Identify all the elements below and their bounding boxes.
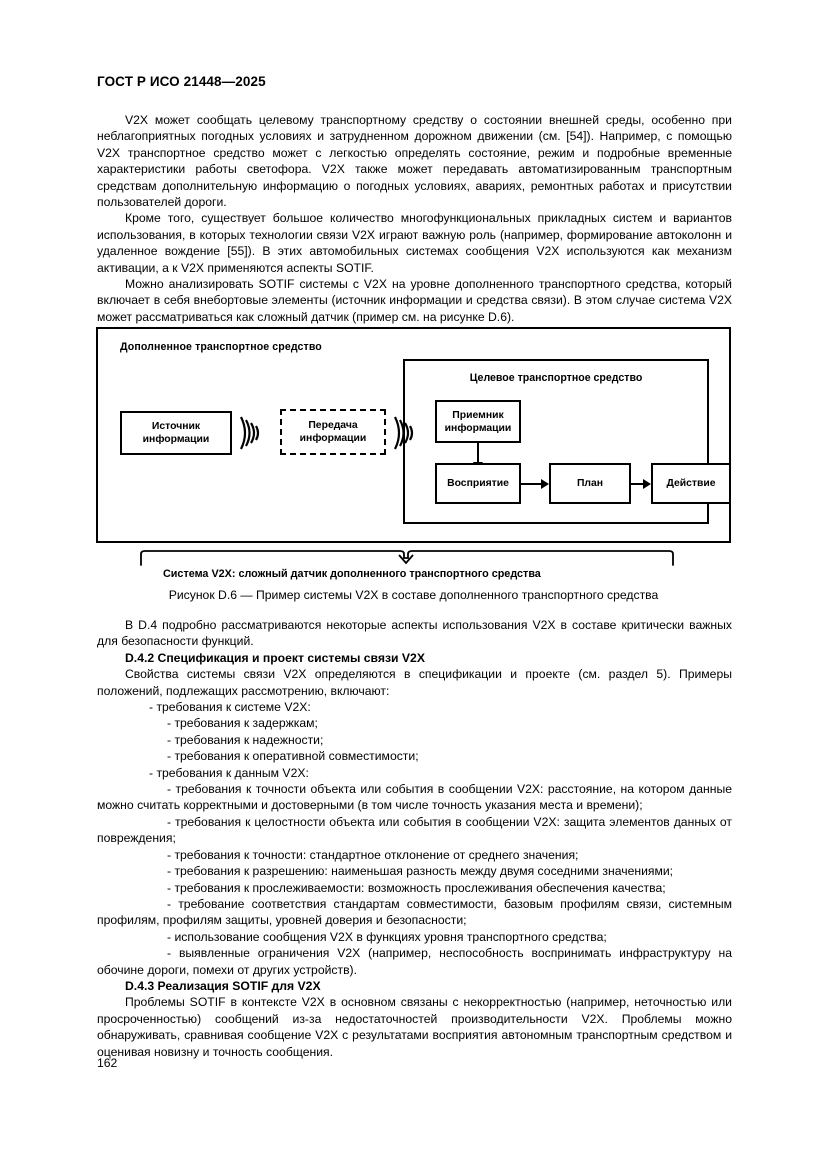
list-item: - требования к разрешению: наименьшая разность между двумя соседними значениями; [167,864,674,879]
paragraph-intro-d4: В D.4 подробно рассматриваются некоторые аспекты использования V2X в составе критически важных для безопасности функций. [97,618,732,649]
node-perception: Восприятие [435,463,521,504]
list-item: - требование соответствия стандартам совместимости, базовым профилям связи, системным профилям, профилям защиты, уровней доверия и безопасности; [97,896,732,928]
list-item: - требования к прослеживаемости: возможность прослеживания обеспечения качества; [167,880,666,895]
node-information-receiver: Приемник информации [435,400,521,443]
paragraph: Можно анализировать SOTIF системы с V2X на уровне дополненного транспортного средства, который включает в себя внебортовые элементы (источник информации и средства связи). В этом случае система V2X может рассматриваться как сложный датчик (пример см. на рисунке D.6). [97,277,732,324]
scope-brace [96,549,731,567]
node-information-source: Источник информации [120,411,232,455]
list-item: - требования к надежности; [167,732,324,747]
list-item: - выявленные ограничения V2X (например, неспособность воспринимать инфраструктуру на обочине дороги, помехи от других устройств). [97,946,732,977]
list-item: - требования к целостности объекта или события в сообщении V2X: защита элементов данных от повреждения; [97,814,732,846]
list-item: - требования к задержкам; [167,716,318,731]
target-vehicle-boundary [403,359,716,524]
brace-caption: Система V2X: сложный датчик дополненного транспортного средства [163,568,541,580]
paragraph: V2X может сообщать целевому транспортному средству о состоянии внешней среды, особенно при неблагоприятных погодных условиях и затрудненном дорожном движении (см. [54]). Например, с помощью V2X транспортное средство может с легкостью определять состояние, режим и подробные временные характеристики работы светофора. V2X также может передавать автоматизированным транспортным средствам дополнительную информацию о погодных условиях, авариях, ремонтных работах и присутствии пользователей дороги. [97,113,732,210]
radio-wave-icon [239,413,261,453]
paragraph-d42-intro: Свойства системы связи V2X определяются в спецификации и проекте (см. раздел 5). Примеры положений, подлежащих рассмотрению, включают: [97,667,732,698]
body-text-top [97,112,732,325]
heading-d42: D.4.2 Спецификация и проект системы связи V2X [125,650,425,665]
page-number: 162 [97,1056,118,1070]
standard-header: ГОСТ Р ИСО 21448—2025 [97,74,266,89]
node-information-transmission: Передача информации [280,409,386,455]
arrow-perception-to-plan [521,483,542,485]
list-item: - использование сообщения V2X в функциях уровня транспортного средства; [167,929,607,944]
list-item: - требования к точности: стандартное отклонение от среднего значения; [167,847,579,862]
list-item: - требования к данным V2X: [149,765,309,780]
body-text-bottom [97,617,732,1060]
paragraph: Кроме того, существует большое количество многофункциональных прикладных систем и вариантов использования, в которых технологии связи V2X играют важную роль (например, формирование автоколонн и удаленное вождение [55]). В этих автомобильных системах сообщения V2X используются как механизм активации, а к V2X применяются аспекты SOTIF. [97,211,732,275]
augmented-vehicle-boundary [96,327,731,543]
figure-caption: Рисунок D.6 — Пример системы V2X в составе дополненного транспортного средства [168,588,659,602]
list-item: - требования к оперативной совместимости; [167,749,419,764]
list-item: - требования к системе V2X: [149,700,311,715]
paragraph-d43: Проблемы SOTIF в контексте V2X в основном связаны с некорректностью (например, неточностью или просроченностью) сообщений из-за недостаточностей производительности V2X. Проблемы можно обнаруживать, сравнивая сообщение V2X с результатами восприятия автономным транспортным средством и оценивая новизну и точность сообщения. [97,995,732,1059]
figure-d6 [0,327,827,580]
brace-icon [138,549,678,567]
augmented-vehicle-label: Дополненное транспортное средство [120,341,322,353]
heading-d43: D.4.3 Реализация SOTIF для V2X [125,978,321,993]
node-plan: План [549,463,631,504]
node-action: Действие [651,463,731,504]
list-item: - требования к точности объекта или события в сообщении V2X: расстояние, на котором данные можно считать корректными и достоверными (в том числе точность указания места и времени); [97,782,732,813]
arrow-receiver-to-perception [477,443,479,463]
target-vehicle-label: Целевое транспортное средство [469,372,643,384]
arrow-plan-to-action [631,483,644,485]
